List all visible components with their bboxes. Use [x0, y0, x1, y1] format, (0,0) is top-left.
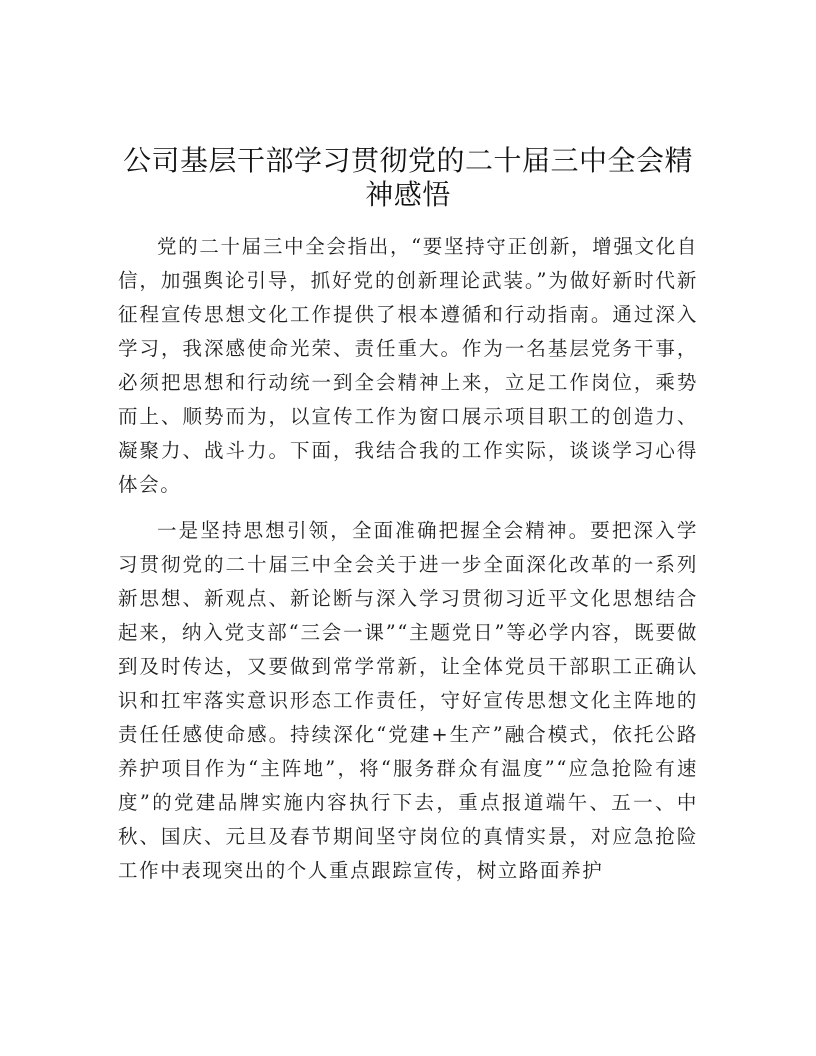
paragraph-point-one: 一是坚持思想引领，全面准确把握全会精神。要把深入学习贯彻党的二十届三中全会关于进一步全面深化改革的一系列新思想、新观点、新论断与深入学习贯彻习近平文化思想结合起来，纳入党支部“三会一课”“主题党日”等必学内容，既要做到及时传达，又要做到常学常新，让全体党员干部职工正确认识和扛牢落实意识形态工作责任，守好宣传思想文化主阵地的责任任感使命感。持续深化“党建+生产”融合模式，依托公路养护项目作为“主阵地”，将“服务群众有温度”“应急抢险有速度”的党建品牌实施内容执行下去，重点报道端午、五一、中秋、国庆、元旦及春节期间坚守岗位的真情实景，对应急抢险工作中表现突出的个人重点跟踪宣传，树立路面养护 — [118, 519, 698, 882]
document-title: 公司基层干部学习贯彻党的二十届三中全会精神感悟 — [122, 144, 693, 211]
paragraph-intro: 党的二十届三中全会指出，“要坚持守正创新，增强文化自信，加强舆论引导，抓好党的创新理论武装。”为做好新时代新征程宣传思想文化工作提供了根本遵循和行动指南。通过深入学习，我深感使命光荣、责任重大。作为一名基层党务干事，必须把思想和行动统一到全会精神上来，立足工作岗位，乘势而上、顺势而为，以宣传工作为窗口展示项目职工的创造力、凝聚力、战斗力。下面，我结合我的工作实际，谈谈学习心得体会。 — [118, 235, 698, 496]
document-body — [118, 230, 698, 900]
